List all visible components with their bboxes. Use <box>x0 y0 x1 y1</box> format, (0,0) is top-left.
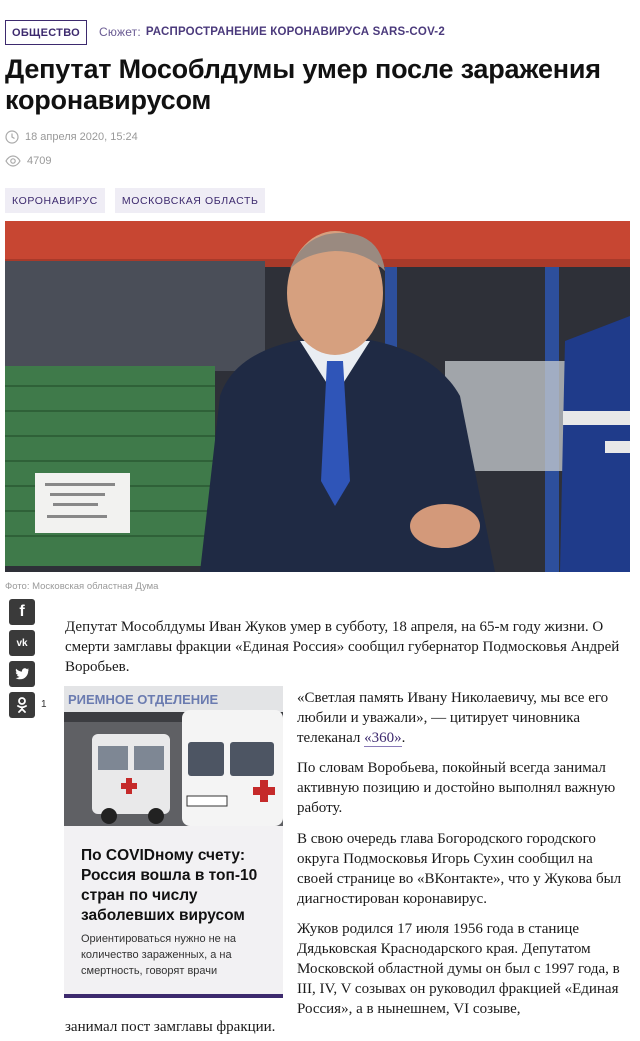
paragraph-2 <box>297 688 632 748</box>
paragraph-2-text: «Светлая память Ивану Николаевичу, мы все его любили и уважали», — цитирует чиновника телеканал <box>297 690 609 746</box>
eye-icon <box>5 155 21 167</box>
related-article-image <box>64 686 283 826</box>
twitter-icon <box>15 668 29 680</box>
facebook-icon: f <box>19 603 25 620</box>
rubric-link[interactable]: ОБЩЕСТВО <box>5 20 87 45</box>
clock-icon <box>5 130 19 144</box>
views-text: 4709 <box>27 155 52 167</box>
story-prefix: Сюжет: <box>99 25 141 39</box>
photo-illustration <box>5 221 630 572</box>
paragraph-6: занимал пост замглавы фракции. <box>65 1019 276 1035</box>
ok-share-button[interactable] <box>9 692 35 718</box>
story-line <box>99 25 445 39</box>
paragraph-2-end: . <box>401 730 406 746</box>
related-article-card[interactable] <box>64 686 283 998</box>
twitter-share-button[interactable] <box>9 661 35 687</box>
date-text: 18 апреля 2020, 15:24 <box>25 131 138 143</box>
odnoklassniki-icon <box>16 697 28 713</box>
paragraph-1: Депутат Мособлдумы Иван Жуков умер в субботу, 18 апреля, на 65-м году жизни. О смерти замглавы фракции «Единая Россия» сообщил губернатор Подмосковья Андрей Воробьев. <box>65 619 620 675</box>
paragraph-3: По словам Воробьева, покойный всегда занимал активную позицию и достойно выполнял важную работу. <box>297 760 616 816</box>
related-article-subtitle: Ориентироваться нужно не на количество зараженных, а на смертность, говорят врачи <box>81 933 237 977</box>
photo-caption: Фото: Московская областная Дума <box>5 581 159 592</box>
tag-moscow-region[interactable]: МОСКОВСКАЯ ОБЛАСТЬ <box>115 188 266 213</box>
ambulance-sign: РИЕМНОЕ ОТДЕЛЕНИЕ <box>68 692 219 707</box>
ok-share-count: 1 <box>41 699 47 710</box>
article-title: Депутат Мособлдумы умер после заражения коронавирусом <box>5 54 601 115</box>
story-link[interactable]: РАСПРОСТРАНЕНИЕ КОРОНАВИРУСА SARS-COV-2 <box>145 26 445 38</box>
ambulance-illustration <box>64 686 283 826</box>
view-count <box>5 155 51 167</box>
tag-list <box>5 188 265 213</box>
article-photo <box>5 221 630 572</box>
facebook-share-button[interactable] <box>9 599 35 625</box>
paragraph-5: Жуков родился 17 июля 1956 года в станице Дядьковская Краснодарского края. Депутатом Московской областной думы он был с 1997 года, в III, IV, V созывах он руководил фракцией «Единая Россия», а в нынешнем, VI созыве, <box>297 921 620 1017</box>
publish-date <box>5 130 138 144</box>
related-article-title: По COVIDному счету: Россия вошла в топ-10 стран по числу заболевших вирусом <box>81 847 258 924</box>
vk-icon: vk <box>16 637 28 649</box>
article-topline <box>5 18 445 46</box>
360-channel-link[interactable]: «360» <box>364 730 402 746</box>
tag-coronavirus[interactable]: КОРОНАВИРУС <box>5 188 105 213</box>
vk-share-button[interactable] <box>9 630 35 656</box>
paragraph-4: В свою очередь глава Богородского городского округа Подмосковья Игорь Сухин сообщил на своей странице во «ВКонтакте», что у Жукова был диагностирован коронавирус. <box>297 831 622 907</box>
